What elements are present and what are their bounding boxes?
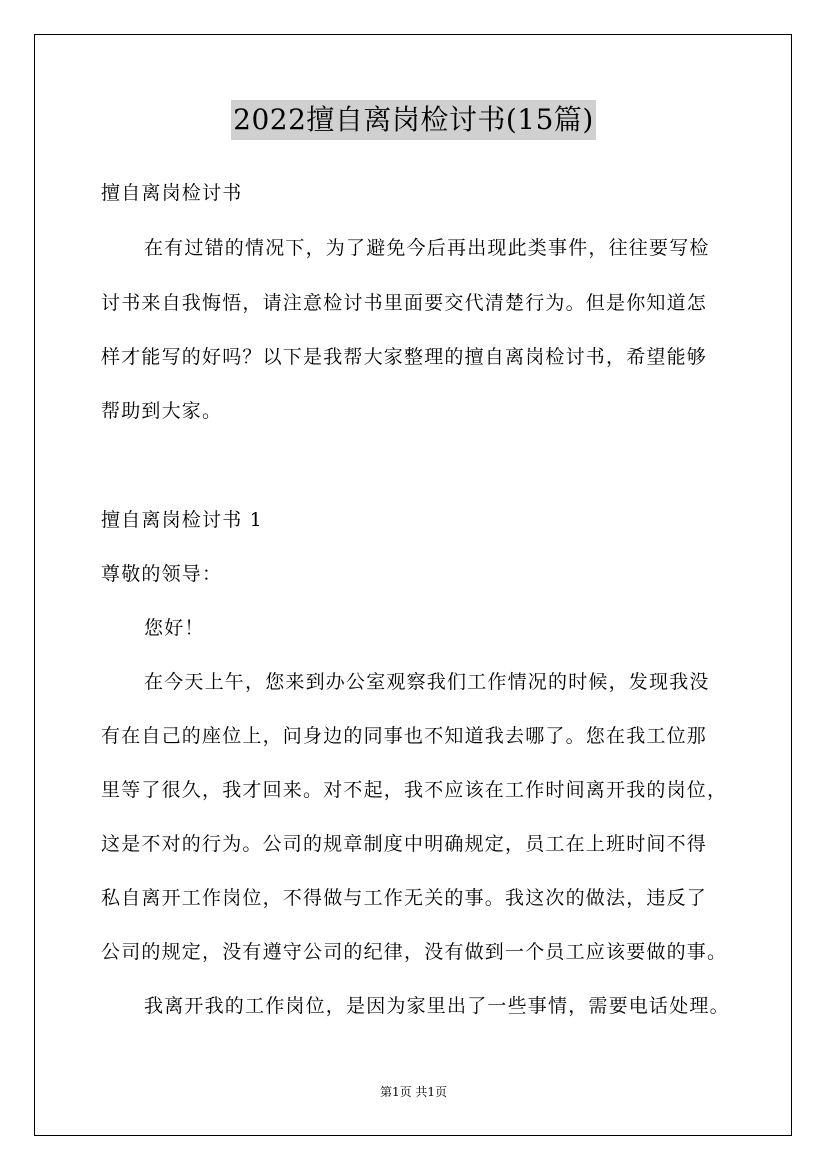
intro-line-4: 帮助到大家。 (101, 400, 223, 422)
paragraph-1-line-2: 有在自己的座位上，问身边的同事也不知道我去哪了。您在我工位那 (101, 725, 708, 747)
document-title: 2022擅自离岗检讨书(15篇) (231, 100, 596, 140)
paragraph-1-line-6: 公司的规定，没有遵守公司的纪律，没有做到一个员工应该要做的事。 (101, 941, 728, 963)
paragraph-1-line-5: 私自离开工作岗位，不得做与工作无关的事。我这次的做法，违反了 (101, 887, 708, 909)
paragraph-2-line-1: 我离开我的工作岗位，是因为家里出了一些事情，需要电话处理。 (144, 995, 730, 1017)
intro-line-2: 讨书来自我悔悟，请注意检讨书里面要交代清楚行为。但是你知道怎 (101, 292, 708, 314)
section-heading: 擅自离岗检讨书 1 (101, 509, 263, 531)
paragraph-1-line-4: 这是不对的行为。公司的规章制度中明确规定，员工在上班时间不得 (101, 833, 708, 855)
salutation: 尊敬的领导： (101, 563, 223, 585)
intro-heading: 擅自离岗检讨书 (101, 182, 243, 204)
greeting: 您好！ (144, 617, 205, 639)
page-footer: 第1页 共1页 (379, 1085, 448, 1099)
intro-line-3: 样才能写的好吗？以下是我帮大家整理的擅自离岗检讨书，希望能够 (101, 346, 708, 368)
paragraph-1-line-3: 里等了很久，我才回来。对不起，我不应该在工作时间离开我的岗位， (101, 779, 728, 801)
title-container (0, 100, 827, 140)
paragraph-1-line-1: 在今天上午，您来到办公室观察我们工作情况的时候，发现我没 (144, 671, 710, 693)
intro-line-1: 在有过错的情况下，为了避免今后再出现此类事件，往往要写检 (144, 237, 710, 259)
